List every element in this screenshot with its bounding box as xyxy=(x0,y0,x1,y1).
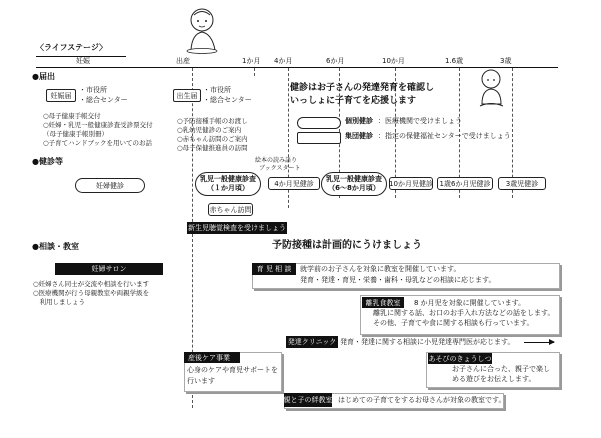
infant-checkup-1m-pill: 乳児一般健康診査 （１か月頃） xyxy=(195,172,261,196)
pregnant-salon-text: ○妊婦さん同士が交流や相談を行います ○医療機関が行う母親教室や両親学級を 利用しましょう xyxy=(33,280,150,306)
hearing-test-banner: 新生児聴覚検査を受けましょう xyxy=(188,224,286,232)
timeline-6m: 6か月 xyxy=(326,57,345,65)
list-item: （母子健康手帳別冊） xyxy=(43,130,108,138)
section-consultation: ●相談・教室 xyxy=(32,242,79,251)
timeline-1-6y: 1.6歳 xyxy=(445,57,464,65)
infant-checkup-6-8m-pill: 乳児一般健康診査 （6～8か月頃） xyxy=(321,172,387,196)
checkup-3y-box: 3歳児健診 xyxy=(498,177,546,190)
play-class-title: あそびのきょうしつ xyxy=(428,354,492,363)
legend-group-text: ：指定の保健福祉センターで受けましょう xyxy=(378,132,511,140)
checkup-10m-box: 10か月児健診 xyxy=(389,177,433,190)
dev-clinic-title: 発達クリニック xyxy=(287,338,337,346)
list-item: ○赤ちゃん訪問のご案内 xyxy=(177,135,248,143)
vaccination-note: 予防接種は計画的にうけましょう xyxy=(272,240,422,251)
timeline-3y: 3歳 xyxy=(500,57,512,65)
pregnancy-notification-items xyxy=(43,112,153,148)
weaning-line1: 8 か月児を対象に開催しています。 xyxy=(414,299,526,307)
legend-individual-text: ：医療機関で受けましょう xyxy=(378,117,462,125)
section-notification: ●届出 xyxy=(32,72,55,81)
dev-clinic-arrow xyxy=(524,342,554,343)
baby-visit-box: 赤ちゃん訪問 xyxy=(208,203,253,216)
play-line1: お子さんに合った、親子で楽し xyxy=(452,365,550,373)
bond-class-text: はじめての子育てをするお母さんが対象の教室です。 xyxy=(338,396,506,404)
pregnancy-notification-tag: 妊娠届 xyxy=(46,89,76,102)
childcare-consult-line1: 就学前のお子さんを対象に教室を開催しています。 xyxy=(300,265,461,273)
checkup-1-6y-box: 1歳6か月児健診 xyxy=(437,177,493,190)
pregnancy-where-center: ・総合センター xyxy=(79,96,128,104)
crawling-toddler-illustration-icon xyxy=(474,68,508,108)
timeline-10m: 10か月 xyxy=(382,57,405,65)
dev-clinic-text: 発育・発達に関する相談に小児発達専門医が応じます。 xyxy=(340,338,515,346)
sitting-baby-illustration-icon xyxy=(182,6,224,54)
checkup-4m-box: 4か月児健診 xyxy=(268,177,320,190)
postpartum-care-title: 産後ケア事業 xyxy=(184,352,240,363)
timeline-1m: 1か月 xyxy=(242,57,261,65)
timeline-birth: 出産 xyxy=(176,57,190,65)
timeline-4m: 4か月 xyxy=(274,57,293,65)
weaning-line3: その他、子育てや食に関する相談も行っています。 xyxy=(373,319,534,327)
legend-group-shape xyxy=(297,132,341,144)
bond-class-title: 親と子の絆教室 xyxy=(284,393,332,407)
checkup-header-line2: いっしょに子育てを応援します xyxy=(290,96,417,106)
birth-notification-items xyxy=(177,117,248,153)
pregnant-checkup-pill: 妊婦健診 xyxy=(75,178,145,193)
checkup-header-line1: 健診はお子さんの発達発育を確認し xyxy=(290,83,435,93)
list-item: ○予防接種手帳のお渡し xyxy=(177,117,248,125)
birth-notification-tag: 出生届 xyxy=(173,89,201,102)
list-item: ○母子保健推進員の訪問 xyxy=(177,144,248,152)
weaning-line2: 離乳に関する話、お口のお手入れ方法などの話をします。 xyxy=(373,309,555,317)
timeline-pregnancy: 妊娠 xyxy=(76,57,90,65)
list-item: ○妊婦・乳児一般健康診査受診票交付 xyxy=(43,121,153,129)
legend-individual-shape xyxy=(297,117,341,129)
pregnancy-where-city-hall: ・市役所 xyxy=(79,86,107,94)
play-line2: める遊びをお伝えします。 xyxy=(452,375,536,383)
list-item: ○乳幼児健診のご案内 xyxy=(177,126,242,134)
legend-individual-label: 個別健診 xyxy=(345,117,373,125)
childcare-consult-line2: 発育・発達・育児・栄養・歯科・母乳などの相談に応じます。 xyxy=(300,276,496,284)
postpartum-line1: 心身のケアや育児サポートを xyxy=(187,366,278,374)
legend-group-label: 集団健診 xyxy=(345,132,373,140)
pregnant-salon-title: 妊婦サロン xyxy=(55,263,163,275)
list-item: ○子育てハンドブックを用いてのお話 xyxy=(43,139,153,147)
section-checkups: ●健診等 xyxy=(32,157,63,166)
birth-where-center: ・総合センター xyxy=(203,96,252,104)
picture-book-line1: 絵本の読み語り xyxy=(255,157,298,164)
life-stage-title: 〈ライフステージ〉 xyxy=(36,43,107,52)
postpartum-line2: 行います xyxy=(187,377,215,385)
childcare-consult-title: 育 児 相 談 xyxy=(252,263,296,275)
list-item: ○母子健康手帳交付 xyxy=(43,112,101,120)
picture-book-line2: ブックスタート xyxy=(259,165,301,172)
birth-where-city-hall: ・市役所 xyxy=(203,86,231,94)
weaning-class-title: 離乳食教室 xyxy=(362,297,404,308)
